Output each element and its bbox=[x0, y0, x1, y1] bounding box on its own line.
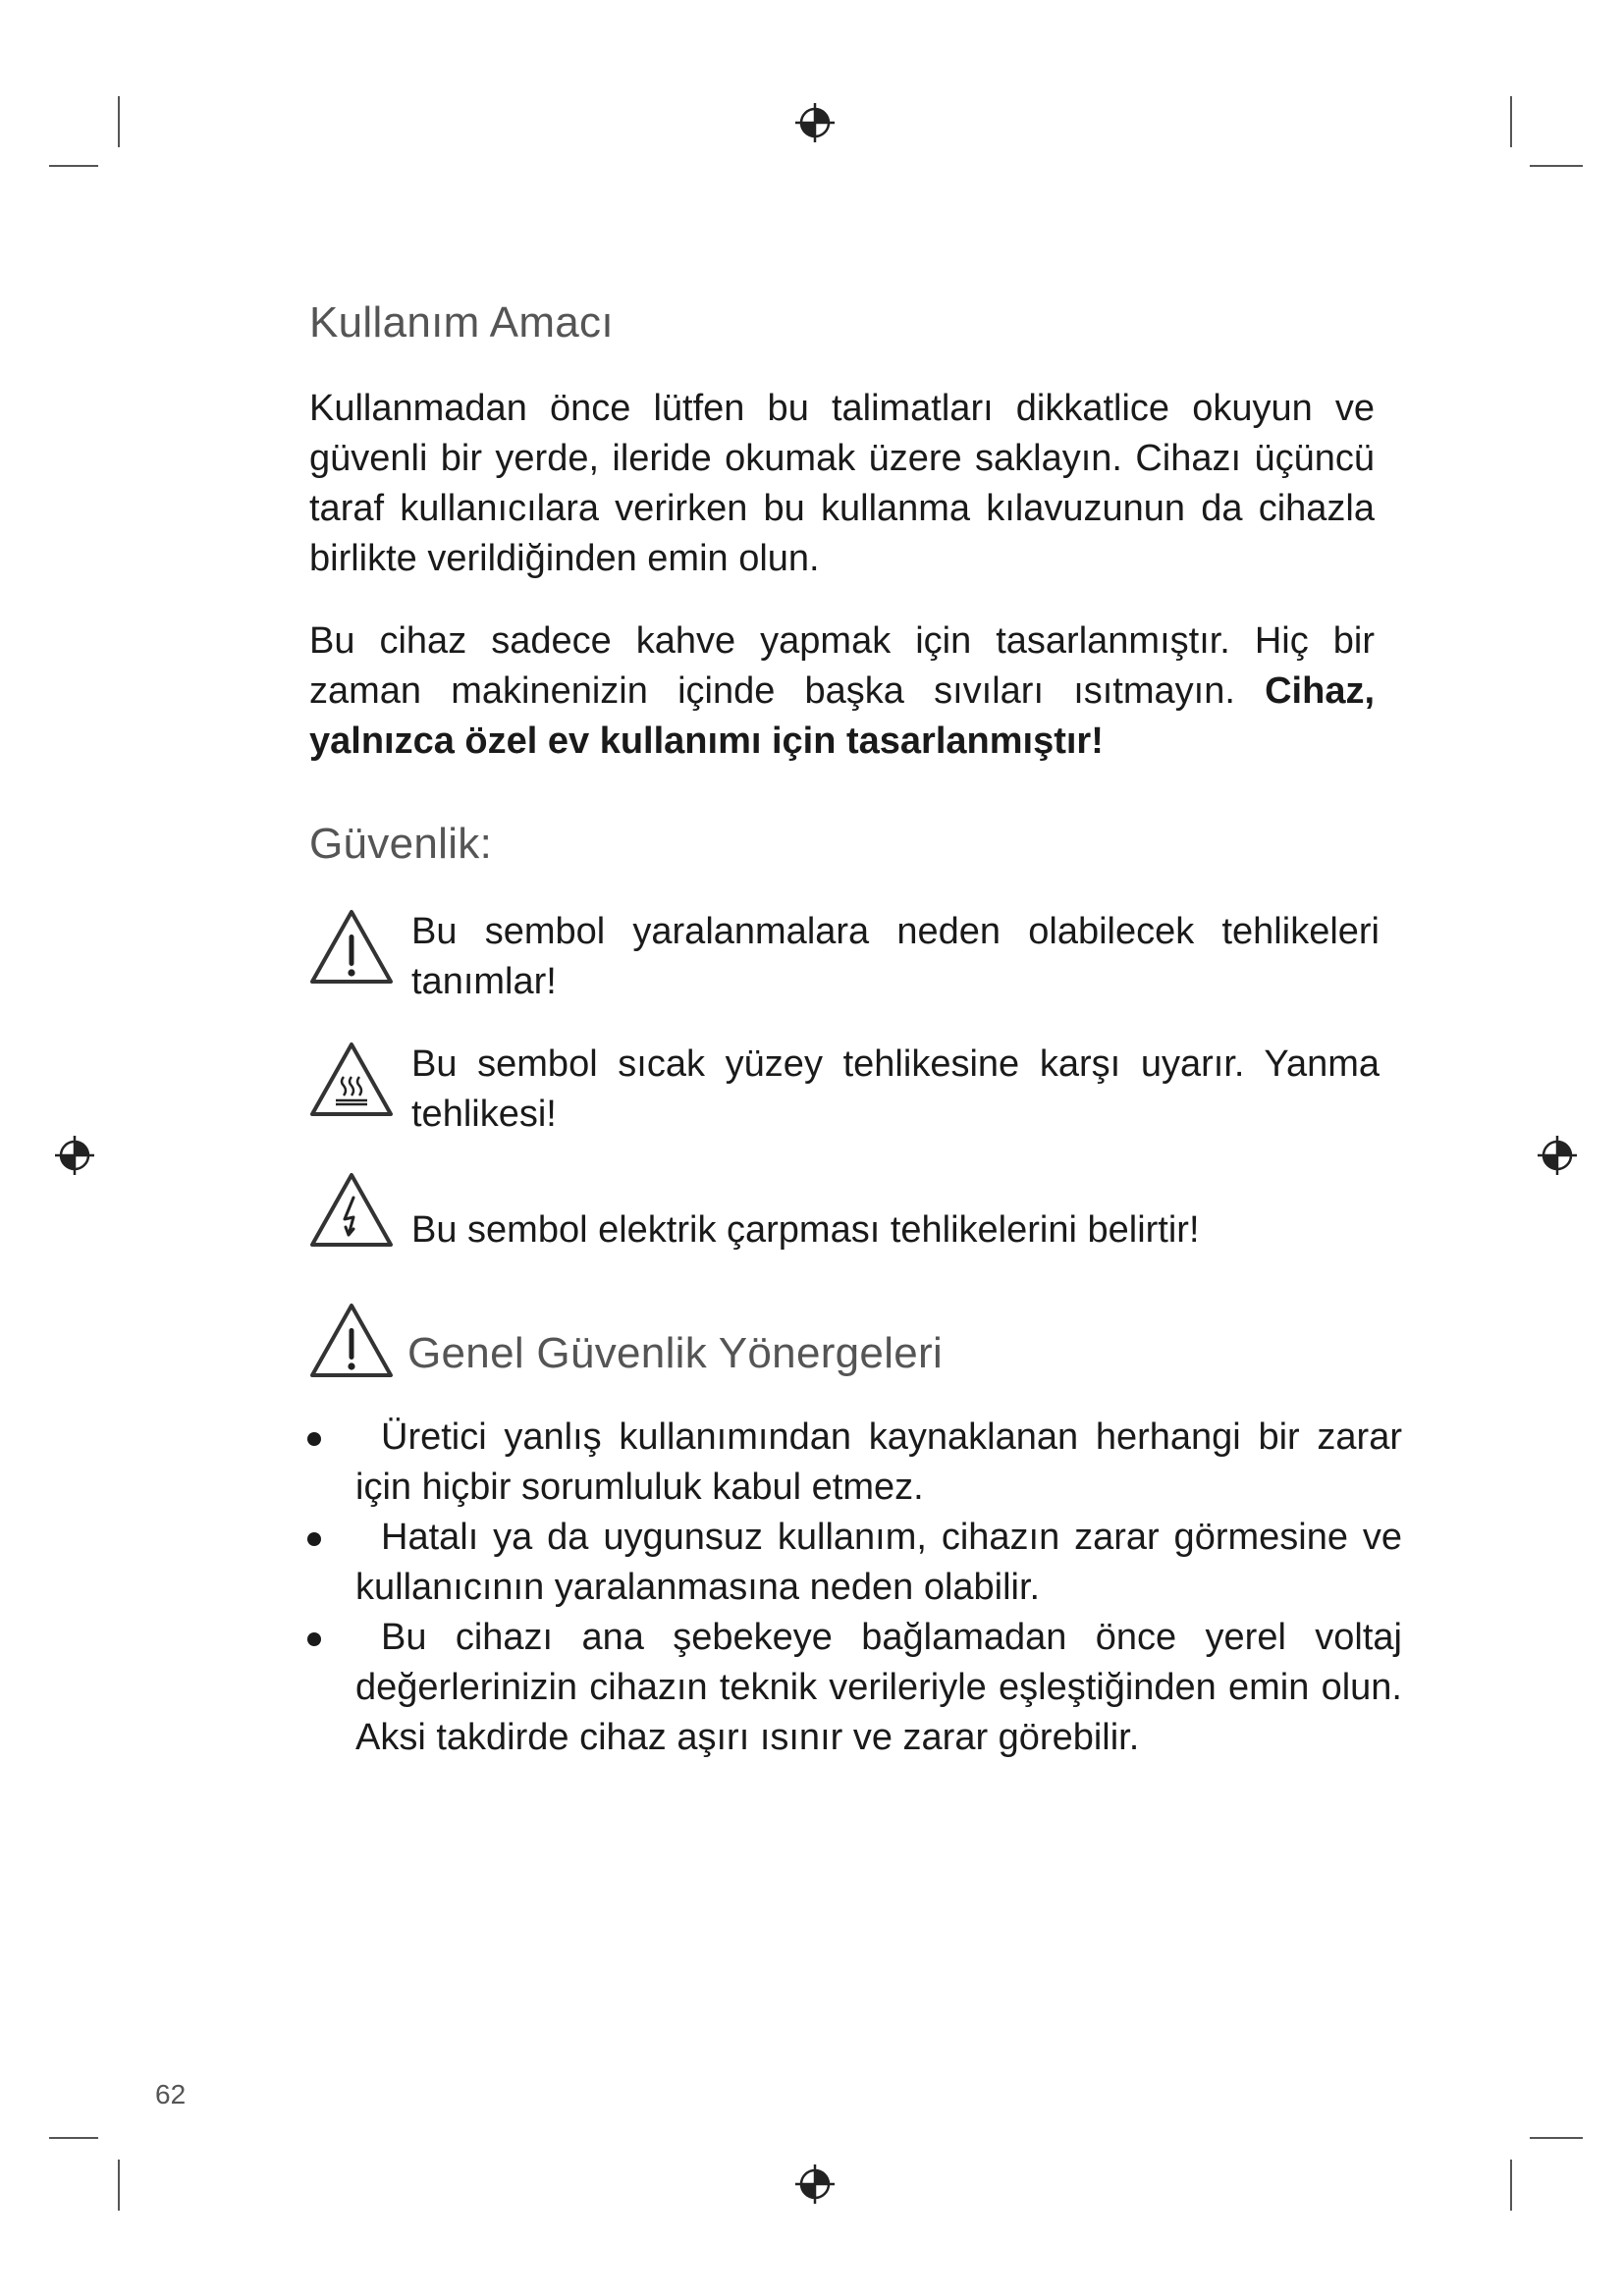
warning-exclamation-icon bbox=[309, 1301, 394, 1379]
registration-mark-icon bbox=[793, 101, 837, 144]
list-item: Bu cihazı ana şebekeye bağlamadan önce yerel voltaj değerlerinizin cihazın teknik verileriyle eşleştiğinden emin olun. Aksi takdirde cihaz aşırı ısınır ve zarar görebilir. bbox=[304, 1613, 1402, 1763]
crop-mark bbox=[1510, 96, 1512, 147]
registration-mark-icon bbox=[1536, 1134, 1579, 1177]
hot-surface-icon bbox=[309, 1040, 394, 1118]
registration-mark-icon bbox=[793, 2163, 837, 2206]
registration-mark-icon bbox=[53, 1134, 96, 1177]
purpose-paragraph-2-plain: Bu cihaz sadece kahve yapmak için tasarlanmıştır. Hiç bir zaman makinenizin içinde başka sıvıları ısıtmayın. bbox=[309, 620, 1375, 712]
general-safety-title: Genel Güvenlik Yönergeleri bbox=[407, 1329, 944, 1377]
list-item: Hatalı ya da uygunsuz kullanım, cihazın zarar görmesine ve kullanıcının yaralanmasına neden olabilir. bbox=[304, 1513, 1402, 1613]
purpose-paragraph-2-block bbox=[309, 616, 1375, 767]
purpose-paragraph-2-bold: Cihaz, yalnızca özel ev kullanımı için tasarlanmıştır! bbox=[309, 670, 1376, 762]
electric-shock-icon bbox=[309, 1170, 394, 1249]
crop-mark bbox=[1510, 2160, 1512, 2211]
bullet-icon bbox=[307, 1632, 321, 1646]
crop-mark bbox=[1530, 165, 1583, 167]
crop-mark bbox=[118, 96, 120, 147]
safety-section bbox=[309, 821, 1375, 868]
symbol-text-hot-surface: Bu sembol sıcak yüzey tehlikesine karşı uyarır. Yanma tehlikesi! bbox=[411, 1043, 1380, 1135]
crop-mark bbox=[1530, 2137, 1583, 2139]
symbol-text-warning: Bu sembol yaralanmalara neden olabilecek tehlikeleri tanımlar! bbox=[411, 911, 1380, 1002]
general-safety-list bbox=[304, 1413, 1402, 1763]
purpose-title: Kullanım Amacı bbox=[309, 298, 614, 347]
bullet-icon bbox=[307, 1532, 321, 1546]
crop-mark bbox=[118, 2160, 120, 2211]
bullet-icon bbox=[307, 1432, 321, 1446]
crop-mark bbox=[49, 165, 98, 167]
symbol-text-electric: Bu sembol elektrik çarpması tehlikelerini belirtir! bbox=[411, 1209, 1200, 1251]
purpose-paragraph-1: Kullanmadan önce lütfen bu talimatları dikkatlice okuyun ve güvenli bir yerde, ileride okumak üzere saklayın. Cihazı üçüncü taraf kullanıcılara verirken bu kullanma kılavuzunun da cihazla birlikte verildiğinden emin olun. bbox=[309, 388, 1375, 579]
warning-exclamation-icon bbox=[309, 907, 394, 986]
list-item: Üretici yanlış kullanımından kaynaklanan herhangi bir zarar için hiçbir sorumluluk kabul etmez. bbox=[304, 1413, 1402, 1513]
page-number: 62 bbox=[155, 2079, 187, 2109]
purpose-paragraph-2 bbox=[309, 616, 1375, 767]
purpose-paragraph-1-block bbox=[309, 384, 1375, 584]
safety-title: Güvenlik: bbox=[309, 820, 493, 868]
crop-mark bbox=[49, 2137, 98, 2139]
purpose-section bbox=[309, 299, 1375, 347]
